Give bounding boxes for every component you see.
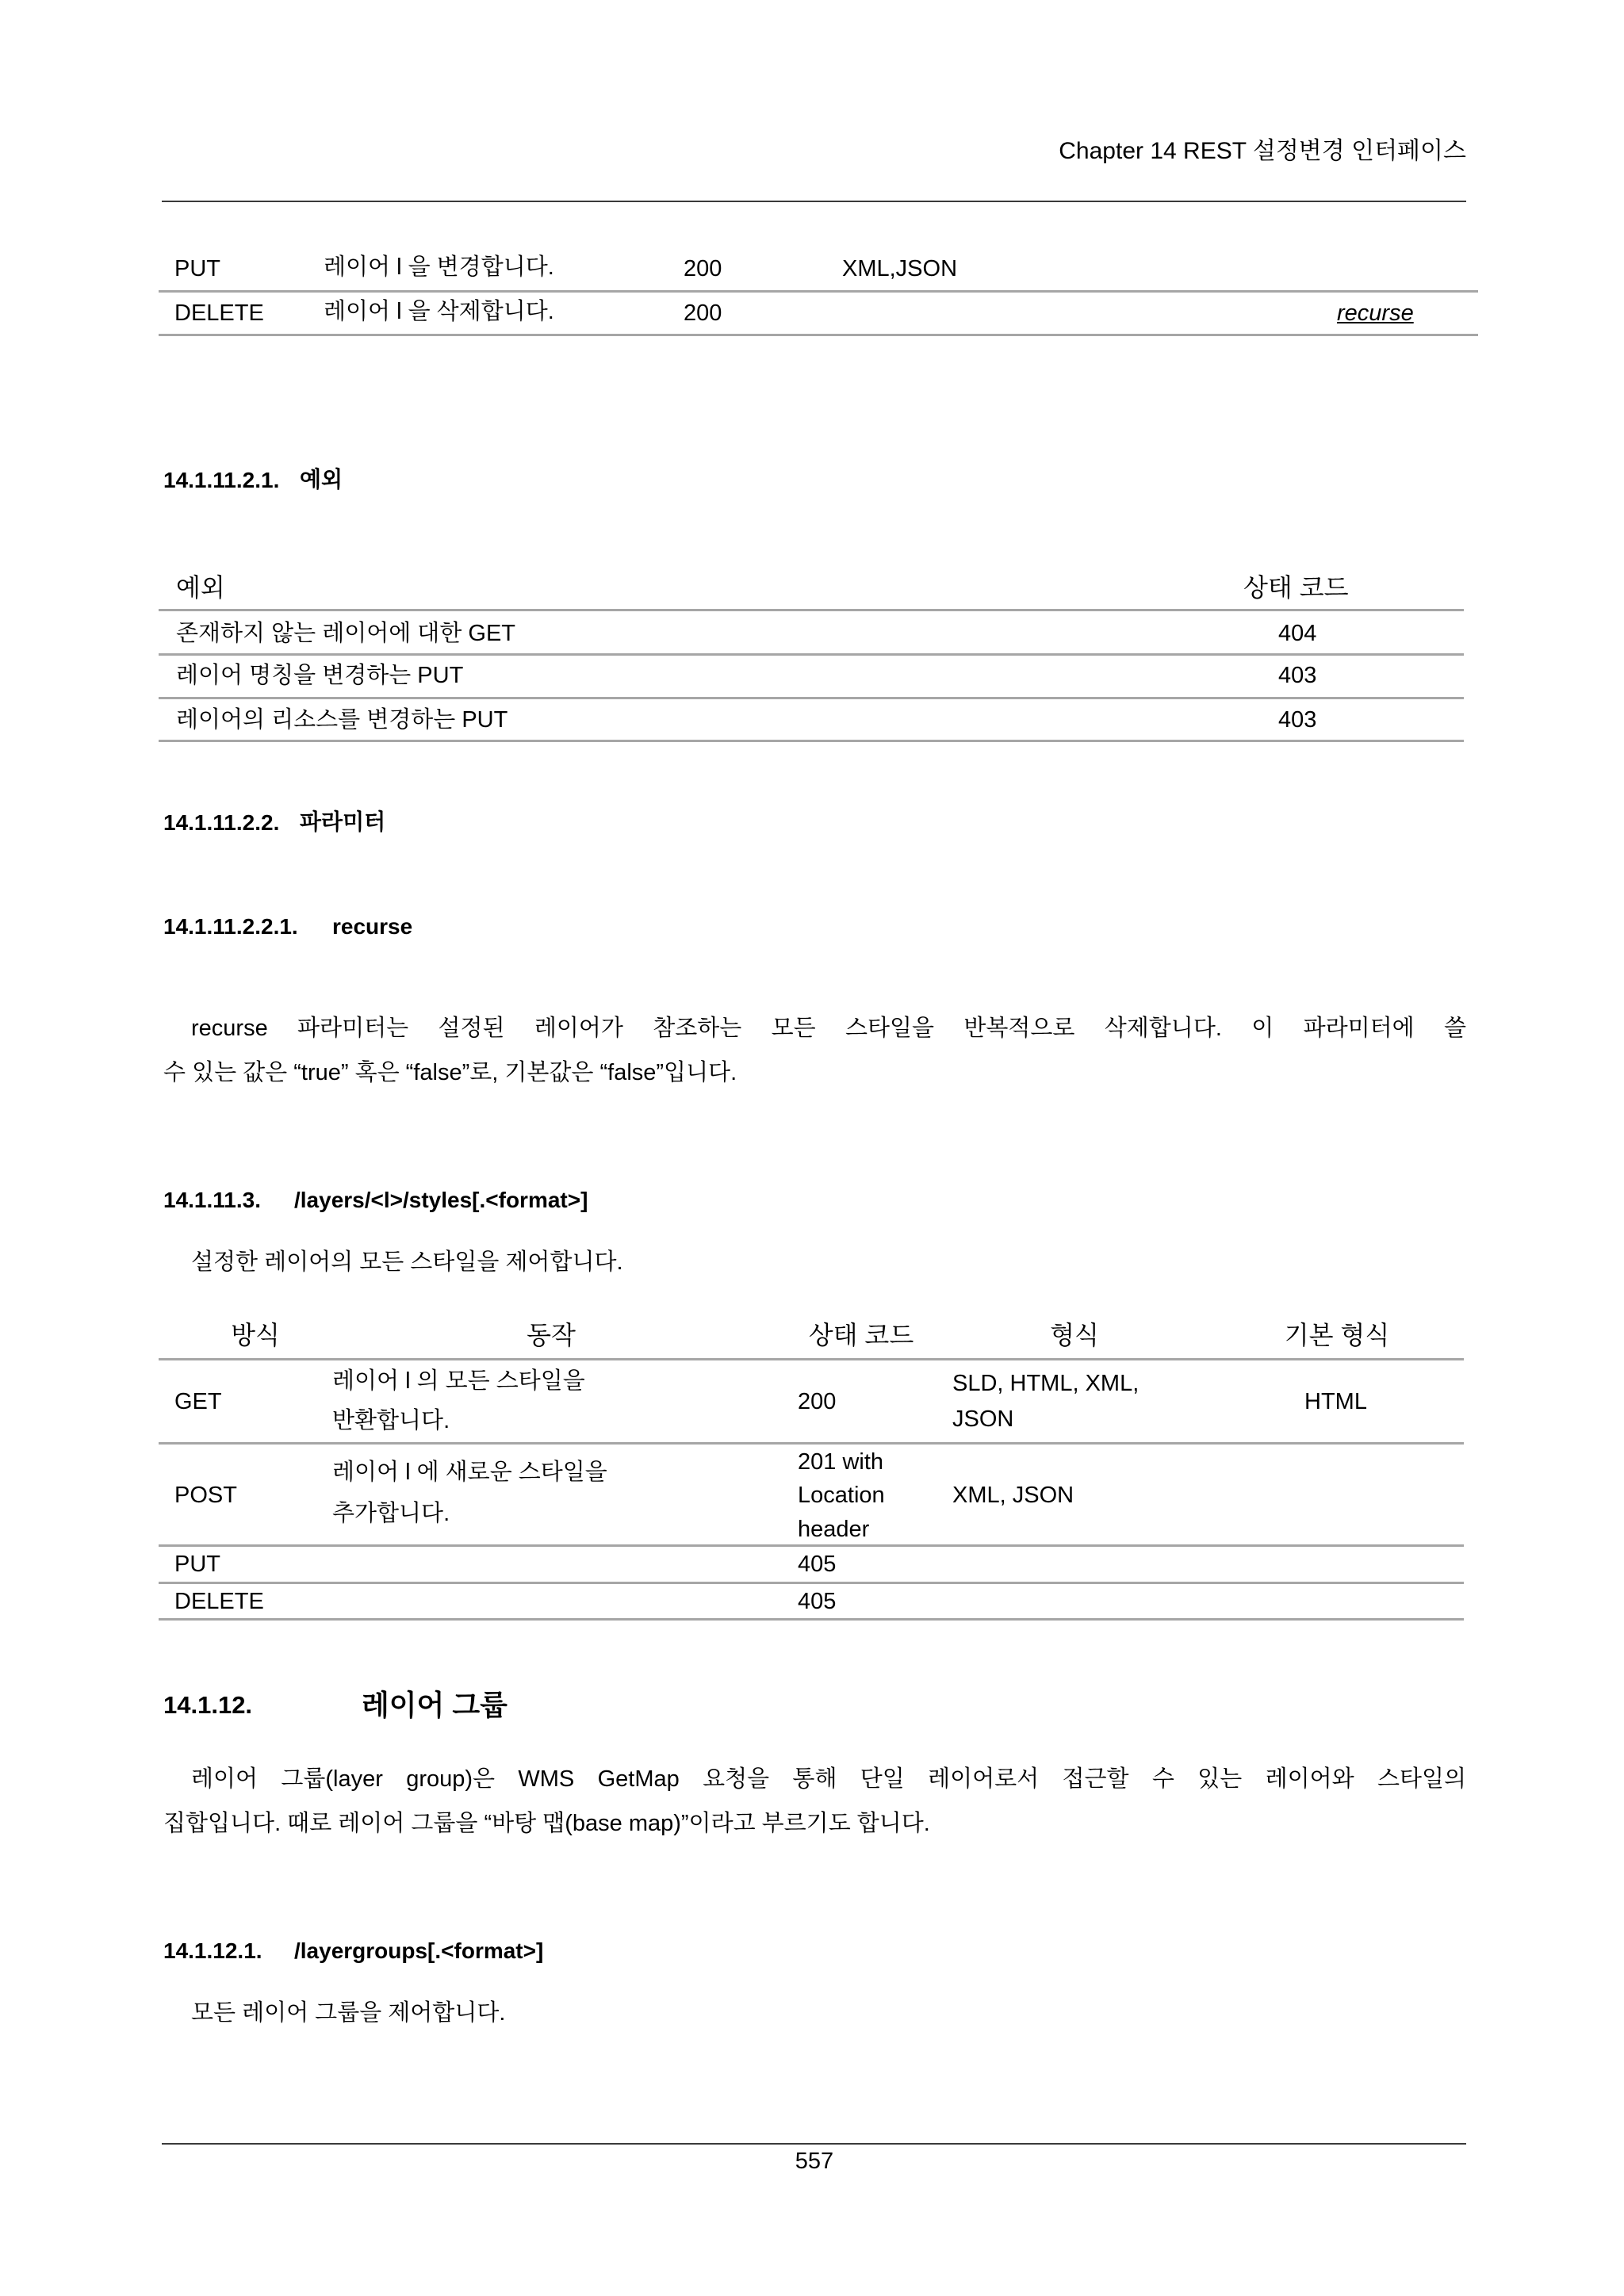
table-header-exception: 예외 [176,573,225,602]
table-header-action: 동작 [527,1321,576,1349]
table-row-divider [159,1618,1464,1621]
table-row-divider [159,290,1478,293]
table-cell-formats: SLD, HTML, XML, [952,1371,1139,1396]
table-header-default-format: 기본 형식 [1284,1321,1390,1349]
table-cell-status: 200 [684,256,722,281]
table-row-divider [159,697,1464,699]
table-cell-action: 레이어 l 을 삭제합니다. [324,299,554,324]
table-cell-formats: JSON [952,1406,1014,1432]
table-cell-status: 200 [798,1389,837,1414]
section-title: 예외 [300,467,343,492]
table-cell-default-format: HTML [1304,1389,1367,1414]
table-cell-exception: 존재하지 않는 레이어에 대한 GET [176,621,516,646]
table-cell-method: GET [174,1389,222,1414]
table-row-divider [159,740,1464,742]
table-cell-status: Location [798,1483,885,1508]
paragraph-line: 수 있는 값은 “true” 혹은 “false”로, 기본값은 “false”입니다. [163,1060,737,1085]
table-row-divider [159,1582,1464,1584]
table-cell-status-code: 403 [1278,663,1317,688]
table-cell-status-code: 404 [1278,621,1317,646]
table-cell-action: 추가합니다. [332,1501,450,1526]
section-number: 14.1.12. [163,1691,253,1719]
section-number: 14.1.12.1. [163,1938,262,1963]
paragraph-line: 집합입니다. 때로 레이어 그룹을 “바탕 맵(base map)”이라고 부르기도 합니다. [163,1811,930,1836]
table-cell-action: 레이어 l 의 모든 스타일을 [332,1368,585,1394]
table-cell-action: 레이어 l 에 새로운 스타일을 [332,1460,607,1485]
table-cell-method: PUT [174,256,220,281]
section-number: 14.1.11.2.2. [163,810,280,835]
page-number: 557 [795,2149,834,2174]
table-cell-method: PUT [174,1552,220,1577]
recurse-parameter-link[interactable]: recurse [1337,300,1414,326]
paragraph-line: recurse 파라미터는 설정된 레이어가 참조하는 모든 스타일을 반복적으로 삭제합니다. 이 파라미터에 쓸 [191,1016,1466,1041]
endpoint-path: /layers/<l>/styles[.<format>] [294,1188,588,1212]
table-cell-status: 201 with [798,1449,884,1475]
table-row-divider [159,334,1478,336]
endpoint-path: /layergroups[.<format>] [294,1938,544,1963]
table-cell-method: POST [174,1483,237,1508]
chapter-header: Chapter 14 REST 설정변경 인터페이스 [1059,138,1466,164]
table-cell-exception: 레이어의 리소스를 변경하는 PUT [176,707,508,733]
table-cell-formats: XML,JSON [842,256,958,281]
table-cell-status: 405 [798,1552,837,1577]
section-title: 레이어 그룹 [362,1689,508,1721]
header-rule [162,201,1466,202]
table-cell-status: 405 [798,1589,837,1614]
paragraph-line: 레이어 그룹(layer group)은 WMS GetMap 요청을 통해 단일 레이어로서 접근할 수 있는 레이어와 스타일의 [191,1766,1466,1792]
table-row-divider [159,1544,1464,1547]
table-row-divider [159,1442,1464,1445]
table-cell-action: 반환합니다. [332,1408,450,1433]
table-cell-method: DELETE [174,1589,264,1614]
table-header-method: 방식 [231,1321,280,1349]
table-cell-status: 200 [684,300,722,326]
table-row-divider [159,1358,1464,1360]
table-cell-status: header [798,1517,870,1542]
section-number: 14.1.11.3. [163,1188,262,1212]
table-row-divider [159,653,1464,656]
table-row-divider [159,609,1464,611]
section-description: 모든 레이어 그룹을 제어합니다. [191,2000,506,2026]
table-header-status-code: 상태 코드 [1243,573,1349,602]
table-cell-method: DELETE [174,300,264,326]
footer-rule [162,2143,1466,2145]
table-cell-action: 레이어 l 을 변경합니다. [324,254,554,280]
table-cell-formats: XML, JSON [952,1483,1074,1508]
section-number: 14.1.11.2.2.1. [163,914,298,939]
table-header-status-code: 상태 코드 [808,1321,914,1349]
section-number: 14.1.11.2.1. [163,468,280,492]
section-description: 설정한 레이어의 모든 스타일을 제어합니다. [191,1249,623,1275]
table-cell-status-code: 403 [1278,707,1317,733]
table-header-formats: 형식 [1050,1321,1099,1349]
table-cell-exception: 레이어 명칭을 변경하는 PUT [176,663,464,688]
section-title: 파라미터 [300,809,386,834]
section-title: recurse [332,914,413,939]
